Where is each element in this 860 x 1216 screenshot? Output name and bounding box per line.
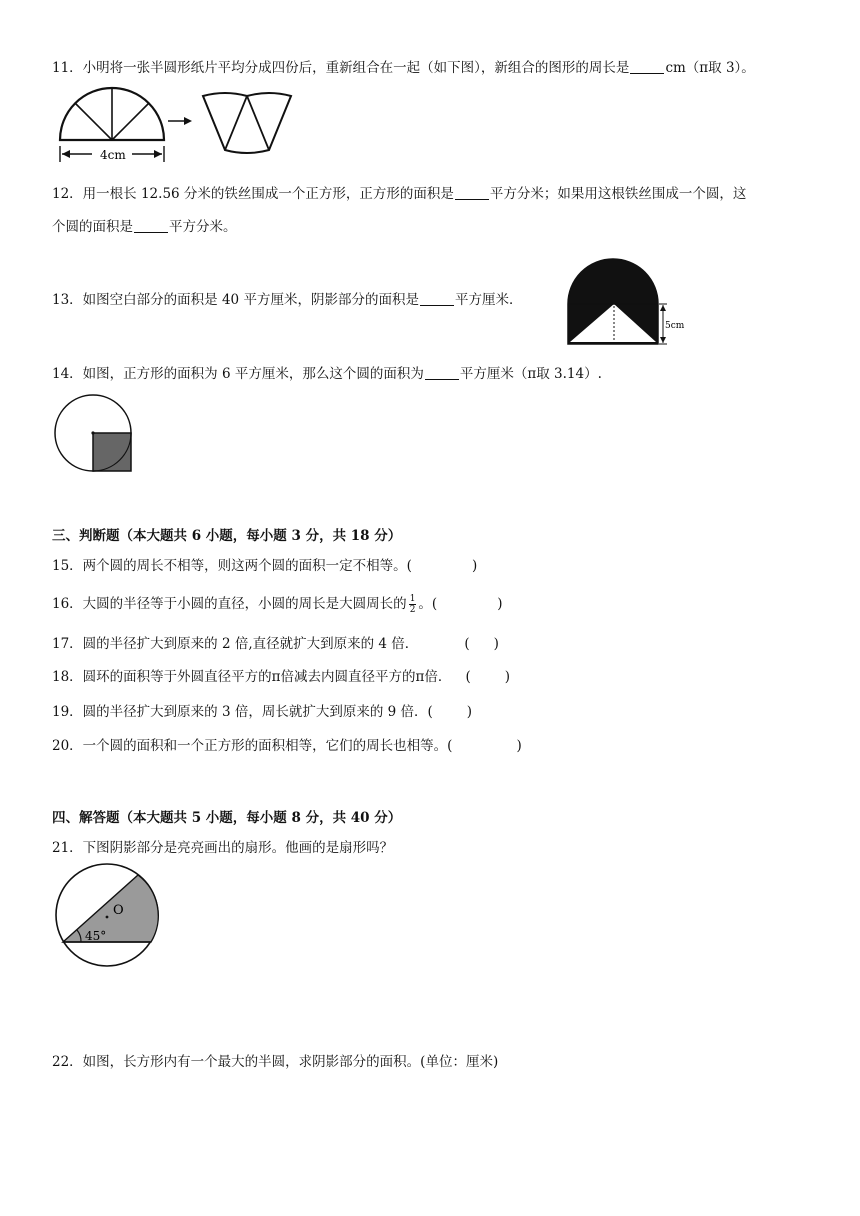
question-18: [52, 667, 510, 687]
question-12-line-1: [52, 184, 746, 204]
q16-close-paren: ): [497, 596, 503, 612]
question-16: [52, 594, 502, 615]
q11-text-after: cm（π取 3）。: [665, 60, 755, 76]
q18-open-paren: (: [465, 669, 471, 685]
question-11: [52, 58, 755, 78]
q21-center-label: O: [113, 903, 124, 918]
q15-text: 15．两个圆的周长不相等，则这两个圆的面积一定不相等。(: [52, 558, 412, 574]
q13-answer-blank[interactable]: [420, 291, 454, 306]
q13-dimension-label: 5cm: [665, 321, 685, 331]
q14-figure: [52, 392, 142, 482]
q12-text-after: 平方分米；如果用这根铁丝围成一个圆，这: [489, 186, 747, 202]
q16-fraction: [409, 594, 417, 615]
q17-open-paren: (: [464, 636, 470, 652]
q16-fraction-denominator: 2: [409, 605, 416, 615]
q19-close-paren: ): [466, 704, 473, 720]
question-21: 21．下图阴影部分是亮亮画出的扇形。他画的是扇形吗？: [52, 840, 394, 856]
q17-close-paren: ): [493, 636, 499, 652]
q14-answer-blank[interactable]: [425, 365, 459, 380]
q14-text-after: 平方厘米（π取 3.14）.: [459, 366, 602, 382]
q11-dimension-label: 4cm: [100, 148, 126, 162]
q12-answer-blank-2[interactable]: [134, 218, 168, 233]
section-4-heading: 四、解答题（本大题共 5 小题，每小题 8 分，共 40 分）: [52, 810, 402, 826]
q16-fraction-numerator: 1: [409, 594, 416, 604]
q14-text: 14．如图，正方形的面积为 6 平方厘米，那么这个圆的面积为: [52, 366, 424, 382]
question-22: 22．如图，长方形内有一个最大的半圆，求阴影部分的面积。(单位：厘米): [52, 1054, 499, 1070]
question-20: [52, 736, 522, 756]
question-14: [52, 364, 602, 384]
question-12-line-2: [52, 217, 237, 237]
question-17: [52, 634, 499, 654]
question-15: [52, 556, 477, 576]
q12-text-2: 个圆的面积是: [52, 219, 133, 235]
q12-text: 12．用一根长 12.56 分米的铁丝围成一个正方形，正方形的面积是: [52, 186, 454, 202]
q18-close-paren: ): [504, 669, 510, 685]
q21-angle-label: 45°: [85, 929, 107, 943]
q13-figure: [568, 258, 688, 348]
q12-text-2-after: 平方分米。: [169, 219, 237, 235]
q15-close-paren: ): [471, 558, 478, 574]
question-13: [52, 290, 522, 310]
q13-text: 13．如图空白部分的面积是 40 平方厘米，阴影部分的面积是: [52, 292, 419, 308]
q17-text: 17．圆的半径扩大到原来的 2 倍,直径就扩大到原来的 4 倍．: [52, 636, 419, 652]
q11-figure: [50, 88, 310, 168]
q12-answer-blank-1[interactable]: [455, 185, 489, 200]
q18-text: 18．圆环的面积等于外圆直径平方的π倍减去内圆直径平方的π倍．: [52, 669, 452, 685]
q19-text: 19．圆的半径扩大到原来的 3 倍，周长就扩大到原来的 9 倍．(: [52, 704, 433, 720]
q20-close-paren: ): [516, 738, 522, 754]
q13-text-after: 平方厘米．: [454, 292, 523, 308]
q11-answer-blank[interactable]: [630, 59, 664, 74]
section-3-heading: 三、判断题（本大题共 6 小题，每小题 3 分，共 18 分）: [52, 528, 402, 544]
q11-text: 11．小明将一张半圆形纸片平均分成四份后，重新组合在一起（如下图），新组合的图形的周长是: [52, 60, 630, 76]
q16-text-after: 。(: [418, 596, 438, 612]
q16-text: 16．大圆的半径等于小圆的直径，小圆的周长是大圆周长的: [52, 596, 407, 612]
q20-text: 20．一个圆的面积和一个正方形的面积相等，它们的周长也相等。(: [52, 738, 453, 754]
question-19: [52, 702, 472, 722]
q21-figure: [55, 862, 165, 972]
